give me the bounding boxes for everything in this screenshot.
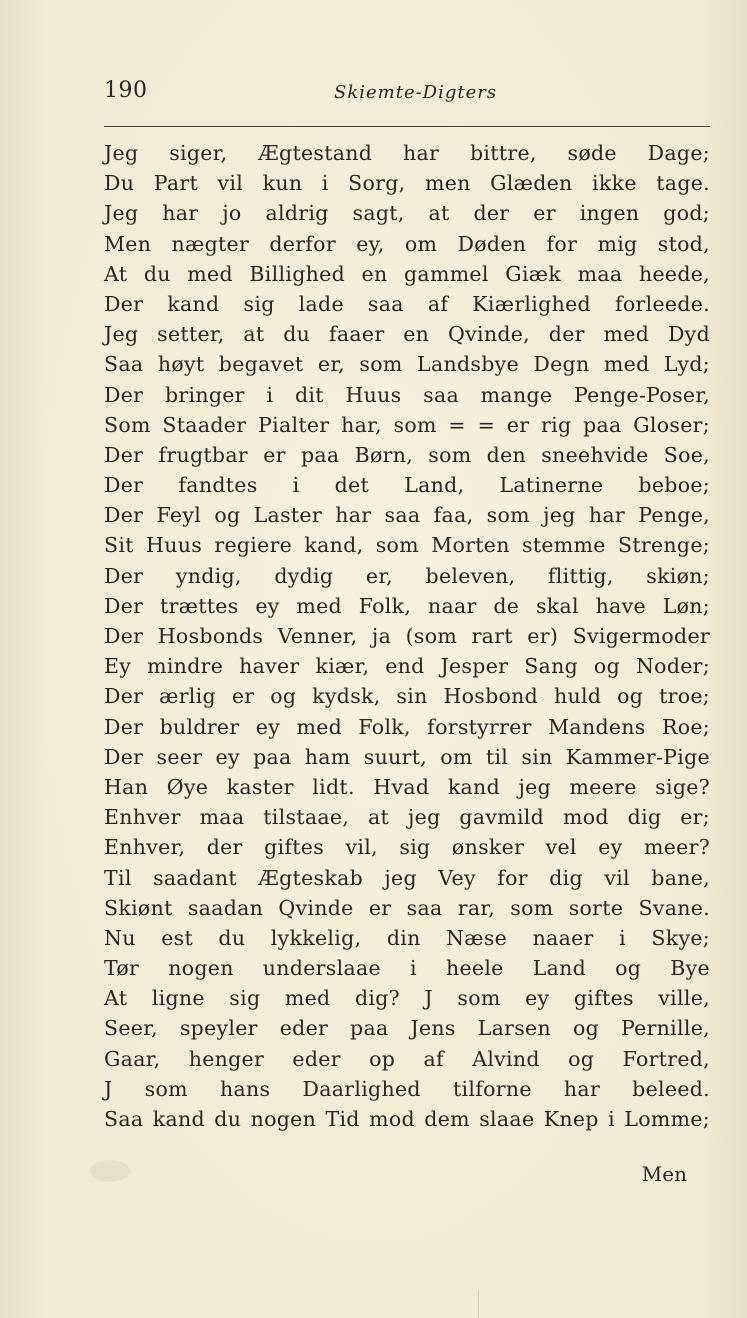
poem-line: Nu est du lykkelig, din Næse naaer i Skye; bbox=[104, 925, 710, 950]
ink-smudge bbox=[90, 1160, 130, 1182]
poem-line: Der fandtes i det Land, Latinerne beboe; bbox=[104, 473, 710, 498]
poem-line: Enhver, der giftes vil, sig ønsker vel ey meer? bbox=[104, 835, 710, 860]
poem-line: Enhver maa tilstaae, at jeg gavmild mod dig er; bbox=[104, 805, 710, 830]
poem-line: Jeg setter, at du faaer en Qvinde, der med Dyd bbox=[104, 322, 710, 347]
catchword: Men bbox=[641, 1162, 687, 1186]
page-number: 190 bbox=[104, 78, 148, 103]
poem-line: Saa kand du nogen Tid mod dem slaae Knep i Lomme; bbox=[104, 1107, 710, 1131]
poem-line: Til saadant Ægteskab jeg Vey for dig vil bane, bbox=[104, 865, 710, 890]
poem-line: Ey mindre haver kiær, end Jesper Sang og Noder; bbox=[104, 654, 710, 679]
poem-line: J som hans Daarlighed tilforne har beleed. bbox=[104, 1076, 710, 1101]
poem-line: Der trættes ey med Folk, naar de skal have Løn; bbox=[104, 593, 710, 618]
poem-line: Men nægter derfor ey, om Døden for mig stod, bbox=[104, 231, 710, 256]
running-head: Skiemte-Digters bbox=[334, 82, 498, 103]
poem-line: Du Part vil kun i Sorg, men Glæden ikke tage. bbox=[104, 171, 710, 196]
poem-line: Han Øye kaster lidt. Hvad kand jeg meere sige? bbox=[104, 774, 710, 799]
poem-line: Tør nogen underslaae i heele Land og Bye bbox=[104, 956, 710, 981]
poem-line: Seer, speyler eder paa Jens Larsen og Pernille, bbox=[104, 1016, 710, 1041]
poem-line: Der yndig, dydig er, beleven, flittig, skiøn; bbox=[104, 563, 710, 588]
poem-line: Der bringer i dit Huus saa mange Penge-Poser, bbox=[104, 382, 710, 407]
poem-line: Der buldrer ey med Folk, forstyrrer Mandens Roe; bbox=[104, 714, 710, 739]
poem-text bbox=[104, 138, 710, 1134]
header-rule bbox=[104, 126, 710, 127]
poem-line: Saa høyt begavet er, som Landsbye Degn med Lyd; bbox=[104, 352, 710, 377]
page-fold-mark bbox=[478, 1290, 479, 1318]
poem-line: Der ærlig er og kydsk, sin Hosbond huld og troe; bbox=[104, 684, 710, 709]
poem-line: Gaar, henger eder op af Alvind og Fortred, bbox=[104, 1046, 710, 1071]
poem-line: Jeg siger, Ægtestand har bittre, søde Dage; bbox=[104, 141, 710, 165]
poem-line: Der Feyl og Laster har saa faa, som jeg har Penge, bbox=[104, 503, 710, 528]
poem-line: Sit Huus regiere kand, som Morten stemme Strenge; bbox=[104, 533, 710, 558]
poem-line: At ligne sig med dig? J som ey giftes ville, bbox=[104, 986, 710, 1011]
poem-line: Der Hosbonds Venner, ja (som rart er) Svigermoder bbox=[104, 624, 710, 648]
page-header bbox=[104, 78, 710, 108]
poem-line: Som Staader Pialter har, som = = er rig paa Gloser; bbox=[104, 412, 710, 437]
poem-line: Jeg har jo aldrig sagt, at der er ingen god; bbox=[104, 201, 710, 226]
poem-line: Der kand sig lade saa af Kiærlighed forleede. bbox=[104, 291, 710, 316]
poem-line: Skiønt saadan Qvinde er saa rar, som sorte Svane. bbox=[104, 895, 710, 920]
poem-line: At du med Billighed en gammel Giæk maa heede, bbox=[104, 261, 710, 286]
poem-line: Der frugtbar er paa Børn, som den sneehvide Soe, bbox=[104, 442, 710, 467]
poem-line: Der seer ey paa ham suurt, om til sin Kammer-Pige bbox=[104, 744, 710, 769]
